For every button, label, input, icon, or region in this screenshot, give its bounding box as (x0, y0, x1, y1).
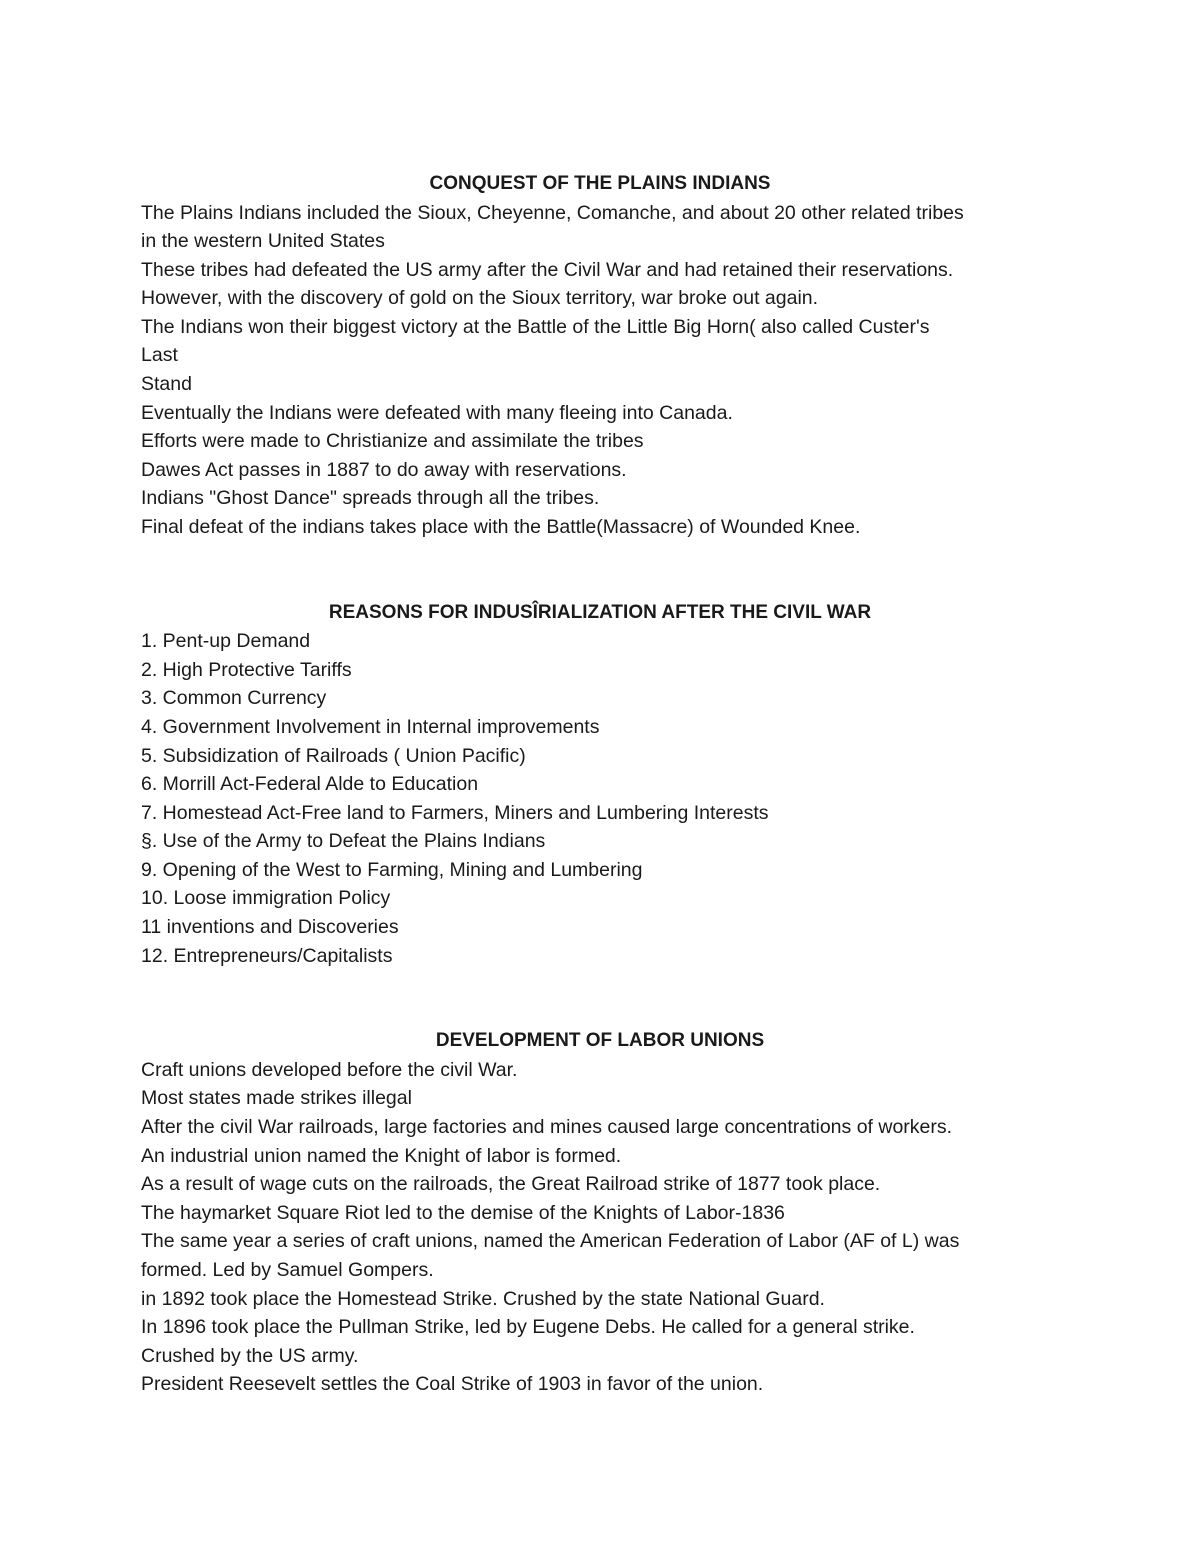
text-line: Stand (141, 373, 192, 396)
list-item: 7. Homestead Act-Free land to Farmers, Miners and Lumbering Interests (141, 801, 769, 824)
section-spacer (141, 970, 1061, 1027)
text-line: Last (141, 344, 178, 367)
text-line: Dawes Act passes in 1887 to do away with reservations. (141, 458, 627, 481)
text-line: Most states made strikes illegal (141, 1087, 412, 1110)
text-line: The same year a series of craft unions, named the American Federation of Labor (AF of L) was (141, 1230, 960, 1253)
text-line: The haymarket Square Riot led to the demise of the Knights of Labor-1836 (141, 1201, 785, 1224)
section-spacer (141, 542, 1061, 599)
list-item: 1. Pent-up Demand (141, 630, 311, 653)
list-item: 6. Morrill Act-Federal Alde to Education (141, 773, 479, 796)
section-plains-indians (141, 170, 1061, 542)
section-heading: REASONS FOR INDUSÎRIALIZATION AFTER THE CIVIL WAR (328, 601, 872, 623)
text-line: Final defeat of the indians takes place with the Battle(Massacre) of Wounded Knee. (141, 516, 861, 539)
section-heading: CONQUEST OF THE PLAINS INDIANS (429, 173, 771, 194)
list-item: 2. High Protective Tariffs (141, 658, 352, 681)
text-line: Indians "Ghost Dance" spreads through all the tribes. (141, 487, 600, 510)
text-line: Eventually the Indians were defeated with many fleeing into Canada. (141, 401, 733, 424)
list-item: 11 inventions and Discoveries (141, 916, 399, 939)
section-labor-unions (141, 1027, 1061, 1399)
list-item: 4. Government Involvement in Internal improvements (141, 715, 600, 738)
text-line: President Reesevelt settles the Coal Strike of 1903 in favor of the union. (141, 1373, 764, 1396)
list-item: 10. Loose immigration Policy (141, 887, 391, 910)
text-line: The Plains Indians included the Sioux, Cheyenne, Comanche, and about 20 other related tribes (141, 201, 964, 224)
text-line: The Indians won their biggest victory at the Battle of the Little Big Horn( also called Custer's (141, 315, 930, 338)
list-item: 9. Opening of the West to Farming, Mining and Lumbering (141, 858, 643, 881)
list-item: 5. Subsidization of Railroads ( Union Pacific) (141, 744, 526, 767)
text-line: In 1896 took place the Pullman Strike, led by Eugene Debs. He called for a general strike. (141, 1316, 915, 1339)
text-line: Efforts were made to Christianize and assimilate the tribes (141, 430, 644, 453)
text-line: These tribes had defeated the US army after the Civil War and had retained their reservations. (141, 258, 954, 281)
text-line: An industrial union named the Knight of labor is formed. (141, 1144, 622, 1167)
list-item: 12. Entrepreneurs/Capitalists (141, 944, 393, 967)
text-line: However, with the discovery of gold on the Sioux territory, war broke out again. (141, 287, 819, 310)
text-line: in 1892 took place the Homestead Strike. Crushed by the state National Guard. (141, 1287, 825, 1310)
document-page (141, 170, 1061, 1399)
text-line: Crushed by the US army. (141, 1344, 359, 1367)
text-line: formed. Led by Samuel Gompers. (141, 1258, 434, 1281)
list-item: §. Use of the Army to Defeat the Plains Indians (141, 830, 546, 853)
text-line: After the civil War railroads, large factories and mines caused large concentrations of workers. (141, 1115, 953, 1138)
text-line: Craft unions developed before the civil War. (141, 1058, 518, 1081)
section-industrialization (141, 599, 1061, 971)
text-line: As a result of wage cuts on the railroads, the Great Railroad strike of 1877 took place. (141, 1173, 881, 1196)
text-line: in the western United States (141, 230, 385, 253)
section-heading: DEVELOPMENT OF LABOR UNIONS (435, 1030, 765, 1052)
list-item: 3. Common Currency (141, 687, 327, 710)
